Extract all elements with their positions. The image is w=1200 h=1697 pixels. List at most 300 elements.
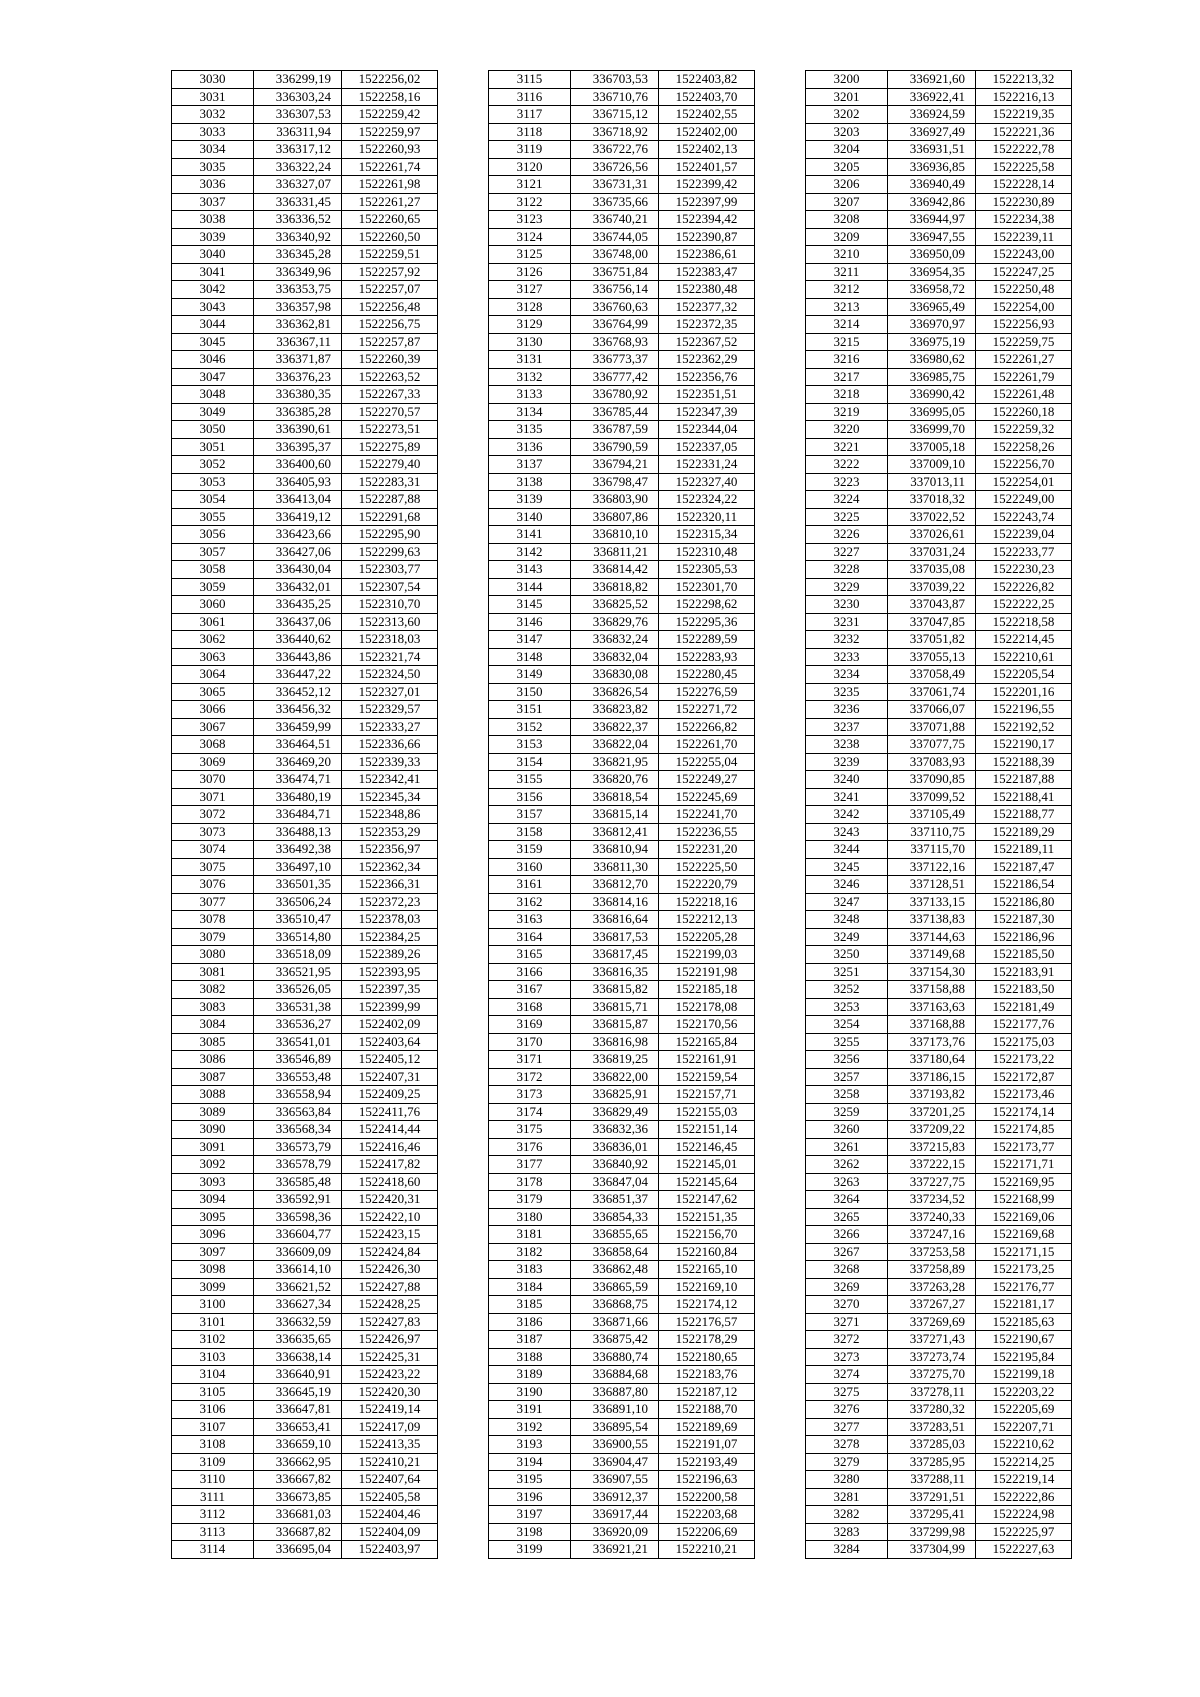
y-coordinate-cell: 1522256,48 — [342, 298, 438, 316]
point-number-cell: 3123 — [489, 211, 571, 229]
point-number-cell: 3037 — [172, 193, 254, 211]
x-coordinate-cell: 337144,63 — [888, 928, 976, 946]
x-coordinate-cell: 336497,10 — [254, 858, 342, 876]
point-number-cell: 3253 — [806, 998, 888, 1016]
x-coordinate-cell: 336862,48 — [571, 1261, 659, 1279]
table-row — [489, 1418, 755, 1436]
y-coordinate-cell: 1522183,50 — [976, 981, 1072, 999]
table-row — [172, 788, 438, 806]
y-coordinate-cell: 1522283,93 — [659, 648, 755, 666]
x-coordinate-cell: 337295,41 — [888, 1506, 976, 1524]
y-coordinate-cell: 1522261,27 — [976, 351, 1072, 369]
point-number-cell: 3282 — [806, 1506, 888, 1524]
x-coordinate-cell: 336812,70 — [571, 876, 659, 894]
x-coordinate-cell: 337222,15 — [888, 1156, 976, 1174]
table-row — [806, 298, 1072, 316]
point-number-cell: 3067 — [172, 718, 254, 736]
x-coordinate-cell: 336390,61 — [254, 421, 342, 439]
x-coordinate-cell: 337013,11 — [888, 473, 976, 491]
x-coordinate-cell: 336632,59 — [254, 1313, 342, 1331]
x-coordinate-cell: 336345,28 — [254, 246, 342, 264]
y-coordinate-cell: 1522258,26 — [976, 438, 1072, 456]
x-coordinate-cell: 336891,10 — [571, 1401, 659, 1419]
y-coordinate-cell: 1522410,21 — [342, 1453, 438, 1471]
table-row — [489, 106, 755, 124]
y-coordinate-cell: 1522185,50 — [976, 946, 1072, 964]
y-coordinate-cell: 1522260,39 — [342, 351, 438, 369]
point-number-cell: 3098 — [172, 1261, 254, 1279]
y-coordinate-cell: 1522342,41 — [342, 771, 438, 789]
point-number-cell: 3058 — [172, 561, 254, 579]
y-coordinate-cell: 1522276,59 — [659, 683, 755, 701]
table-row — [489, 1471, 755, 1489]
y-coordinate-cell: 1522417,09 — [342, 1418, 438, 1436]
point-number-cell: 3140 — [489, 508, 571, 526]
y-coordinate-cell: 1522186,96 — [976, 928, 1072, 946]
point-number-cell: 3142 — [489, 543, 571, 561]
y-coordinate-cell: 1522313,60 — [342, 613, 438, 631]
y-coordinate-cell: 1522181,49 — [976, 998, 1072, 1016]
point-number-cell: 3119 — [489, 141, 571, 159]
x-coordinate-cell: 336975,19 — [888, 333, 976, 351]
y-coordinate-cell: 1522212,13 — [659, 911, 755, 929]
point-number-cell: 3121 — [489, 176, 571, 194]
x-coordinate-cell: 336484,71 — [254, 806, 342, 824]
y-coordinate-cell: 1522327,40 — [659, 473, 755, 491]
x-coordinate-cell: 336900,55 — [571, 1436, 659, 1454]
table-row — [172, 403, 438, 421]
point-number-cell: 3272 — [806, 1331, 888, 1349]
x-coordinate-cell: 337273,74 — [888, 1348, 976, 1366]
x-coordinate-cell: 336488,13 — [254, 823, 342, 841]
table-row — [489, 1086, 755, 1104]
y-coordinate-cell: 1522427,88 — [342, 1278, 438, 1296]
point-number-cell: 3215 — [806, 333, 888, 351]
y-coordinate-cell: 1522256,93 — [976, 316, 1072, 334]
point-number-cell: 3273 — [806, 1348, 888, 1366]
table-row — [489, 351, 755, 369]
x-coordinate-cell: 336760,63 — [571, 298, 659, 316]
y-coordinate-cell: 1522174,14 — [976, 1103, 1072, 1121]
point-number-cell: 3106 — [172, 1401, 254, 1419]
y-coordinate-cell: 1522221,36 — [976, 123, 1072, 141]
x-coordinate-cell: 336756,14 — [571, 281, 659, 299]
point-number-cell: 3135 — [489, 421, 571, 439]
table-row — [806, 911, 1072, 929]
y-coordinate-cell: 1522178,08 — [659, 998, 755, 1016]
x-coordinate-cell: 336819,25 — [571, 1051, 659, 1069]
y-coordinate-cell: 1522191,98 — [659, 963, 755, 981]
x-coordinate-cell: 336447,22 — [254, 666, 342, 684]
point-number-cell: 3069 — [172, 753, 254, 771]
table-row — [806, 176, 1072, 194]
point-number-cell: 3160 — [489, 858, 571, 876]
x-coordinate-cell: 336980,62 — [888, 351, 976, 369]
x-coordinate-cell: 336740,21 — [571, 211, 659, 229]
y-coordinate-cell: 1522345,34 — [342, 788, 438, 806]
point-number-cell: 3066 — [172, 701, 254, 719]
point-number-cell: 3185 — [489, 1296, 571, 1314]
x-coordinate-cell: 336395,37 — [254, 438, 342, 456]
table-row — [806, 1436, 1072, 1454]
table-row — [806, 368, 1072, 386]
table-row — [489, 736, 755, 754]
x-coordinate-cell: 336349,96 — [254, 263, 342, 281]
table-row — [489, 806, 755, 824]
point-number-cell: 3064 — [172, 666, 254, 684]
x-coordinate-cell: 336840,92 — [571, 1156, 659, 1174]
y-coordinate-cell: 1522186,54 — [976, 876, 1072, 894]
x-coordinate-cell: 336659,10 — [254, 1436, 342, 1454]
x-coordinate-cell: 336681,03 — [254, 1506, 342, 1524]
table-row — [806, 263, 1072, 281]
table-row — [806, 1331, 1072, 1349]
x-coordinate-cell: 336592,91 — [254, 1191, 342, 1209]
point-number-cell: 3092 — [172, 1156, 254, 1174]
x-coordinate-cell: 336299,19 — [254, 71, 342, 89]
x-coordinate-cell: 336703,53 — [571, 71, 659, 89]
x-coordinate-cell: 336940,49 — [888, 176, 976, 194]
table-row — [489, 841, 755, 859]
table-row — [806, 806, 1072, 824]
y-coordinate-cell: 1522257,87 — [342, 333, 438, 351]
point-number-cell: 3072 — [172, 806, 254, 824]
table-row — [172, 841, 438, 859]
x-coordinate-cell: 336526,05 — [254, 981, 342, 999]
y-coordinate-cell: 1522420,30 — [342, 1383, 438, 1401]
table-row — [806, 403, 1072, 421]
y-coordinate-cell: 1522193,49 — [659, 1453, 755, 1471]
point-number-cell: 3271 — [806, 1313, 888, 1331]
y-coordinate-cell: 1522181,17 — [976, 1296, 1072, 1314]
x-coordinate-cell: 336825,52 — [571, 596, 659, 614]
x-coordinate-cell: 336340,92 — [254, 228, 342, 246]
y-coordinate-cell: 1522151,35 — [659, 1208, 755, 1226]
table-row — [489, 666, 755, 684]
point-number-cell: 3118 — [489, 123, 571, 141]
x-coordinate-cell: 337291,51 — [888, 1488, 976, 1506]
table-row — [172, 806, 438, 824]
y-coordinate-cell: 1522353,29 — [342, 823, 438, 841]
y-coordinate-cell: 1522263,52 — [342, 368, 438, 386]
table-row — [806, 386, 1072, 404]
table-row — [806, 456, 1072, 474]
x-coordinate-cell: 336924,59 — [888, 106, 976, 124]
point-number-cell: 3134 — [489, 403, 571, 421]
point-number-cell: 3279 — [806, 1453, 888, 1471]
y-coordinate-cell: 1522257,92 — [342, 263, 438, 281]
x-coordinate-cell: 336695,04 — [254, 1541, 342, 1559]
table-row — [172, 1418, 438, 1436]
table-row — [806, 1366, 1072, 1384]
x-coordinate-cell: 337247,16 — [888, 1226, 976, 1244]
point-number-cell: 3193 — [489, 1436, 571, 1454]
table-row — [172, 1033, 438, 1051]
y-coordinate-cell: 1522259,32 — [976, 421, 1072, 439]
y-coordinate-cell: 1522336,66 — [342, 736, 438, 754]
point-number-cell: 3128 — [489, 298, 571, 316]
point-number-cell: 3181 — [489, 1226, 571, 1244]
y-coordinate-cell: 1522404,09 — [342, 1523, 438, 1541]
table-row — [806, 946, 1072, 964]
point-number-cell: 3204 — [806, 141, 888, 159]
table-row — [489, 858, 755, 876]
x-coordinate-cell: 336480,19 — [254, 788, 342, 806]
x-coordinate-cell: 337066,07 — [888, 701, 976, 719]
point-number-cell: 3186 — [489, 1313, 571, 1331]
table-row — [172, 316, 438, 334]
x-coordinate-cell: 336541,01 — [254, 1033, 342, 1051]
table-row — [172, 1488, 438, 1506]
x-coordinate-cell: 336469,20 — [254, 753, 342, 771]
point-number-cell: 3267 — [806, 1243, 888, 1261]
point-number-cell: 3036 — [172, 176, 254, 194]
x-coordinate-cell: 336904,47 — [571, 1453, 659, 1471]
table-row — [806, 893, 1072, 911]
point-number-cell: 3091 — [172, 1138, 254, 1156]
y-coordinate-cell: 1522401,57 — [659, 158, 755, 176]
y-coordinate-cell: 1522170,56 — [659, 1016, 755, 1034]
table-row — [806, 1208, 1072, 1226]
x-coordinate-cell: 336818,54 — [571, 788, 659, 806]
point-number-cell: 3151 — [489, 701, 571, 719]
x-coordinate-cell: 336921,21 — [571, 1541, 659, 1559]
x-coordinate-cell: 336814,42 — [571, 561, 659, 579]
point-number-cell: 3236 — [806, 701, 888, 719]
table-row — [489, 456, 755, 474]
x-coordinate-cell: 336604,77 — [254, 1226, 342, 1244]
y-coordinate-cell: 1522259,51 — [342, 246, 438, 264]
point-number-cell: 3099 — [172, 1278, 254, 1296]
point-number-cell: 3276 — [806, 1401, 888, 1419]
y-coordinate-cell: 1522399,42 — [659, 176, 755, 194]
point-number-cell: 3086 — [172, 1051, 254, 1069]
point-number-cell: 3164 — [489, 928, 571, 946]
y-coordinate-cell: 1522287,88 — [342, 491, 438, 509]
table-row — [806, 1418, 1072, 1436]
point-number-cell: 3168 — [489, 998, 571, 1016]
point-number-cell: 3150 — [489, 683, 571, 701]
x-coordinate-cell: 336357,98 — [254, 298, 342, 316]
point-number-cell: 3125 — [489, 246, 571, 264]
point-number-cell: 3199 — [489, 1541, 571, 1559]
x-coordinate-cell: 336822,04 — [571, 736, 659, 754]
table-row — [172, 158, 438, 176]
y-coordinate-cell: 1522173,22 — [976, 1051, 1072, 1069]
table-row — [806, 71, 1072, 89]
x-coordinate-cell: 337051,82 — [888, 631, 976, 649]
x-coordinate-cell: 336751,84 — [571, 263, 659, 281]
table-row — [806, 491, 1072, 509]
table-row — [489, 386, 755, 404]
x-coordinate-cell: 337047,85 — [888, 613, 976, 631]
table-row — [806, 613, 1072, 631]
x-coordinate-cell: 336440,62 — [254, 631, 342, 649]
x-coordinate-cell: 336647,81 — [254, 1401, 342, 1419]
table-row — [172, 771, 438, 789]
y-coordinate-cell: 1522261,79 — [976, 368, 1072, 386]
table-row — [806, 316, 1072, 334]
y-coordinate-cell: 1522261,74 — [342, 158, 438, 176]
table-row — [489, 893, 755, 911]
y-coordinate-cell: 1522222,25 — [976, 596, 1072, 614]
point-number-cell: 3101 — [172, 1313, 254, 1331]
point-number-cell: 3076 — [172, 876, 254, 894]
point-number-cell: 3131 — [489, 351, 571, 369]
point-number-cell: 3178 — [489, 1173, 571, 1191]
x-coordinate-cell: 336836,01 — [571, 1138, 659, 1156]
y-coordinate-cell: 1522356,97 — [342, 841, 438, 859]
point-number-cell: 3136 — [489, 438, 571, 456]
x-coordinate-cell: 336811,21 — [571, 543, 659, 561]
x-coordinate-cell: 337285,95 — [888, 1453, 976, 1471]
point-number-cell: 3248 — [806, 911, 888, 929]
table-row — [489, 1121, 755, 1139]
point-number-cell: 3260 — [806, 1121, 888, 1139]
y-coordinate-cell: 1522273,51 — [342, 421, 438, 439]
point-number-cell: 3113 — [172, 1523, 254, 1541]
x-coordinate-cell: 337267,27 — [888, 1296, 976, 1314]
point-number-cell: 3080 — [172, 946, 254, 964]
point-number-cell: 3081 — [172, 963, 254, 981]
table-row — [172, 683, 438, 701]
point-number-cell: 3094 — [172, 1191, 254, 1209]
table-row — [806, 876, 1072, 894]
y-coordinate-cell: 1522372,23 — [342, 893, 438, 911]
y-coordinate-cell: 1522188,77 — [976, 806, 1072, 824]
y-coordinate-cell: 1522183,76 — [659, 1366, 755, 1384]
table-row — [172, 123, 438, 141]
x-coordinate-cell: 336667,82 — [254, 1471, 342, 1489]
point-number-cell: 3102 — [172, 1331, 254, 1349]
table-row — [172, 508, 438, 526]
point-number-cell: 3095 — [172, 1208, 254, 1226]
table-row — [806, 1138, 1072, 1156]
y-coordinate-cell: 1522185,18 — [659, 981, 755, 999]
point-number-cell: 3046 — [172, 351, 254, 369]
y-coordinate-cell: 1522299,63 — [342, 543, 438, 561]
table-row — [806, 998, 1072, 1016]
x-coordinate-cell: 336812,41 — [571, 823, 659, 841]
y-coordinate-cell: 1522256,70 — [976, 456, 1072, 474]
point-number-cell: 3252 — [806, 981, 888, 999]
y-coordinate-cell: 1522362,29 — [659, 351, 755, 369]
point-number-cell: 3042 — [172, 281, 254, 299]
y-coordinate-cell: 1522301,70 — [659, 578, 755, 596]
y-coordinate-cell: 1522372,35 — [659, 316, 755, 334]
point-number-cell: 3198 — [489, 1523, 571, 1541]
table-row — [806, 1261, 1072, 1279]
table-row — [489, 491, 755, 509]
x-coordinate-cell: 336858,64 — [571, 1243, 659, 1261]
point-number-cell: 3208 — [806, 211, 888, 229]
point-number-cell: 3177 — [489, 1156, 571, 1174]
x-coordinate-cell: 336922,41 — [888, 88, 976, 106]
y-coordinate-cell: 1522427,83 — [342, 1313, 438, 1331]
point-number-cell: 3139 — [489, 491, 571, 509]
point-number-cell: 3050 — [172, 421, 254, 439]
table-row — [489, 368, 755, 386]
y-coordinate-cell: 1522219,35 — [976, 106, 1072, 124]
table-row — [172, 1103, 438, 1121]
x-coordinate-cell: 337077,75 — [888, 736, 976, 754]
table-row — [172, 911, 438, 929]
point-number-cell: 3061 — [172, 613, 254, 631]
x-coordinate-cell: 337149,68 — [888, 946, 976, 964]
table-row — [172, 701, 438, 719]
x-coordinate-cell: 336942,86 — [888, 193, 976, 211]
table-row — [172, 176, 438, 194]
y-coordinate-cell: 1522187,88 — [976, 771, 1072, 789]
y-coordinate-cell: 1522190,17 — [976, 736, 1072, 754]
point-number-cell: 3206 — [806, 176, 888, 194]
point-number-cell: 3049 — [172, 403, 254, 421]
y-coordinate-cell: 1522241,70 — [659, 806, 755, 824]
table-row — [489, 1103, 755, 1121]
x-coordinate-cell: 337022,52 — [888, 508, 976, 526]
x-coordinate-cell: 337180,64 — [888, 1051, 976, 1069]
table-row — [489, 1191, 755, 1209]
table-row — [172, 1296, 438, 1314]
table-row — [172, 753, 438, 771]
point-number-cell: 3148 — [489, 648, 571, 666]
point-number-cell: 3149 — [489, 666, 571, 684]
table-row — [172, 578, 438, 596]
table-row — [806, 1401, 1072, 1419]
point-number-cell: 3051 — [172, 438, 254, 456]
table-row — [172, 561, 438, 579]
y-coordinate-cell: 1522399,99 — [342, 998, 438, 1016]
table-row — [489, 1331, 755, 1349]
table-row — [489, 1523, 755, 1541]
x-coordinate-cell: 337275,70 — [888, 1366, 976, 1384]
point-number-cell: 3111 — [172, 1488, 254, 1506]
table-row — [172, 246, 438, 264]
x-coordinate-cell: 337128,51 — [888, 876, 976, 894]
x-coordinate-cell: 337061,74 — [888, 683, 976, 701]
x-coordinate-cell: 336832,24 — [571, 631, 659, 649]
point-number-cell: 3238 — [806, 736, 888, 754]
table-row — [806, 963, 1072, 981]
table-row — [172, 1366, 438, 1384]
y-coordinate-cell: 1522405,58 — [342, 1488, 438, 1506]
x-coordinate-cell: 337055,13 — [888, 648, 976, 666]
x-coordinate-cell: 336794,21 — [571, 456, 659, 474]
point-number-cell: 3047 — [172, 368, 254, 386]
point-number-cell: 3152 — [489, 718, 571, 736]
y-coordinate-cell: 1522261,98 — [342, 176, 438, 194]
y-coordinate-cell: 1522403,64 — [342, 1033, 438, 1051]
point-number-cell: 3283 — [806, 1523, 888, 1541]
x-coordinate-cell: 337115,70 — [888, 841, 976, 859]
x-coordinate-cell: 337304,99 — [888, 1541, 976, 1559]
point-number-cell: 3112 — [172, 1506, 254, 1524]
y-coordinate-cell: 1522260,18 — [976, 403, 1072, 421]
y-coordinate-cell: 1522324,50 — [342, 666, 438, 684]
point-number-cell: 3096 — [172, 1226, 254, 1244]
x-coordinate-cell: 336829,49 — [571, 1103, 659, 1121]
table-row — [489, 701, 755, 719]
point-number-cell: 3278 — [806, 1436, 888, 1454]
point-number-cell: 3225 — [806, 508, 888, 526]
point-number-cell: 3268 — [806, 1261, 888, 1279]
y-coordinate-cell: 1522225,97 — [976, 1523, 1072, 1541]
point-number-cell: 3191 — [489, 1401, 571, 1419]
x-coordinate-cell: 336413,04 — [254, 491, 342, 509]
table-row — [806, 858, 1072, 876]
table-row — [806, 1051, 1072, 1069]
y-coordinate-cell: 1522168,99 — [976, 1191, 1072, 1209]
